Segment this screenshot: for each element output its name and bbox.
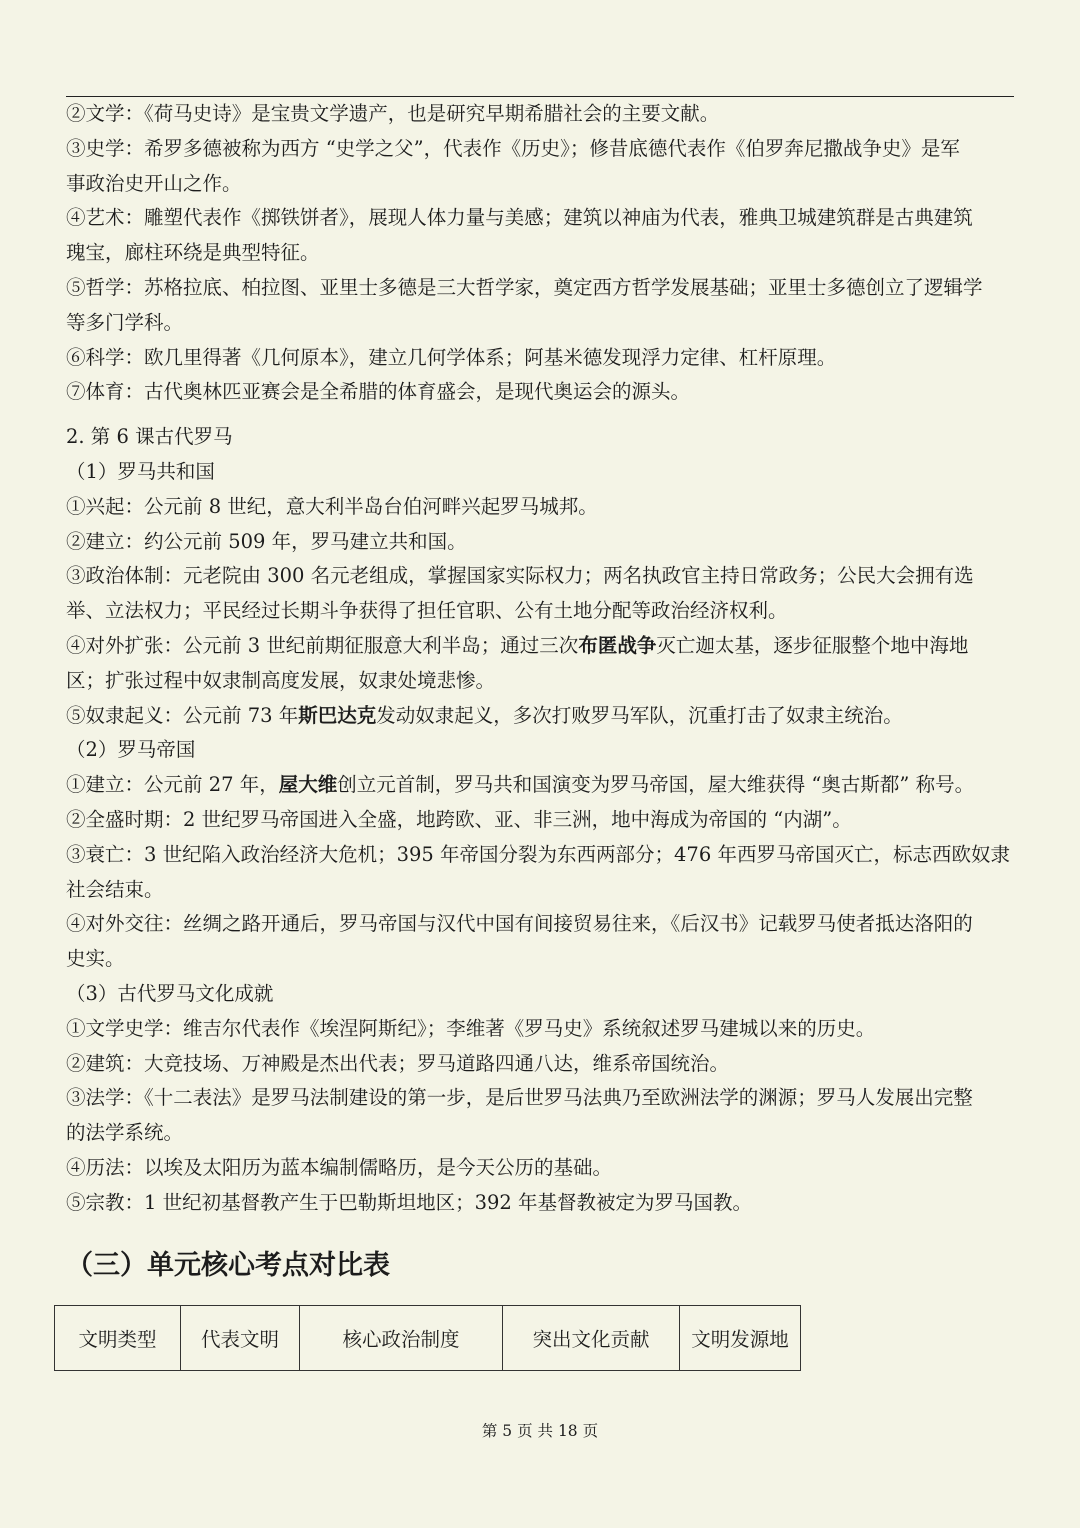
text-line: （3）古代罗马文化成就 <box>66 981 274 1005</box>
text-line: 2. 第 6 课古代罗马 <box>66 425 233 449</box>
text-line: 瑰宝，廊柱环绕是典型特征。 <box>66 241 320 265</box>
table-header-cell: 文明类型 <box>55 1306 181 1371</box>
text-line <box>66 629 1014 664</box>
text-line: ③衰亡：3 世纪陷入政治经济大危机；395 年帝国分裂为东西两部分；476 年西罗马帝国灭亡，标志西欧奴隶 <box>66 842 1010 866</box>
text-line: 的法学系统。 <box>66 1121 184 1145</box>
table-header-row <box>55 1306 801 1371</box>
keyword-highlight: 屋大维 <box>278 773 338 797</box>
text-line: ③法学：《十二表法》是罗马法制建设的第一步，是后世罗马法典乃至欧洲法学的渊源；罗马人发展出完整 <box>66 1086 973 1110</box>
text-line: ②建筑：大竞技场、万神殿是杰出代表；罗马道路四通八达，维系帝国统治。 <box>66 1051 730 1075</box>
text-line: ②建立：约公元前 509 年，罗马建立共和国。 <box>66 529 467 553</box>
text-line: ②文学：《荷马史诗》是宝贵文学遗产，也是研究早期希腊社会的主要文献。 <box>66 102 720 125</box>
table-header-cell: 突出文化贡献 <box>503 1306 680 1371</box>
text-line <box>66 699 1014 734</box>
text-line: 事政治史开山之作。 <box>66 171 242 195</box>
text-line: ⑥科学：欧几里得著《几何原本》，建立几何学体系；阿基米德发现浮力定律、杠杆原理。 <box>66 345 837 369</box>
keyword-highlight: 布匿战争 <box>578 633 657 657</box>
table-header-cell: 文明发源地 <box>680 1306 801 1371</box>
text-line: ⑤哲学：苏格拉底、柏拉图、亚里士多德是三大哲学家，奠定西方哲学发展基础；亚里士多德创立了逻辑学 <box>66 275 983 299</box>
text-segment: ①建立：公元前 27 年， <box>66 773 279 797</box>
text-line: ④艺术：雕塑代表作《掷铁饼者》，展现人体力量与美感；建筑以神庙为代表，雅典卫城建筑群是古典建筑 <box>66 206 973 230</box>
text-line: 等多门学科。 <box>66 310 184 334</box>
text-line <box>66 768 1014 803</box>
keyword-highlight: 斯巴达克 <box>298 703 377 727</box>
comparison-table <box>54 1305 801 1371</box>
paragraph-gap <box>66 410 1014 420</box>
text-line: 区；扩张过程中奴隶制高度发展，奴隶处境悲惨。 <box>66 668 496 692</box>
table-header-cell: 核心政治制度 <box>300 1306 503 1371</box>
text-segment: ⑤奴隶起义：公元前 73 年 <box>66 703 299 727</box>
text-line: ③政治体制：元老院由 300 名元老组成，掌握国家实际权力；两名执政官主持日常政务；公民大会拥有选 <box>66 564 974 588</box>
text-line: ①文学史学：维吉尔代表作《埃涅阿斯纪》；李维著《罗马史》系统叙述罗马建城以来的历史。 <box>66 1016 876 1040</box>
text-line: （2）罗马帝国 <box>66 738 196 762</box>
text-segment: 灭亡迦太基，逐步征服整个地中海地 <box>656 633 969 657</box>
text-line: ②全盛时期：2 世纪罗马帝国进入全盛，地跨欧、亚、非三洲，地中海成为帝国的 “内湖”。 <box>66 807 852 831</box>
section-title: （三）单元核心考点对比表 <box>66 1250 390 1281</box>
body-text <box>66 97 1014 1221</box>
text-line: 史实。 <box>66 947 125 971</box>
text-segment: ④对外扩张：公元前 3 世纪前期征服意大利半岛；通过三次 <box>66 633 579 657</box>
text-line: 举、立法权力；平民经过长期斗争获得了担任官职、公有土地分配等政治经济权利。 <box>66 599 788 623</box>
text-line: ①兴起：公元前 8 世纪，意大利半岛台伯河畔兴起罗马城邦。 <box>66 494 598 518</box>
text-line: （1）罗马共和国 <box>66 459 215 483</box>
text-line: ⑦体育：古代奥林匹亚赛会是全希腊的体育盛会，是现代奥运会的源头。 <box>66 380 691 404</box>
table-header-cell: 代表文明 <box>181 1306 300 1371</box>
page-footer: 第 5 页 共 18 页 <box>481 1422 599 1440</box>
text-segment: 发动奴隶起义，多次打败罗马军队，沉重打击了奴隶主统治。 <box>376 703 903 727</box>
text-line: 社会结束。 <box>66 877 164 901</box>
text-line: ④对外交往：丝绸之路开通后，罗马帝国与汉代中国有间接贸易往来，《后汉书》记载罗马使者抵达洛阳的 <box>66 912 973 936</box>
text-line: ⑤宗教：1 世纪初基督教产生于巴勒斯坦地区；392 年基督教被定为罗马国教。 <box>66 1190 753 1214</box>
text-segment: 创立元首制，罗马共和国演变为罗马帝国，屋大维获得 “奥古斯都” 称号。 <box>337 773 975 797</box>
text-line: ③史学：希罗多德被称为西方 “史学之父”，代表作《历史》；修昔底德代表作《伯罗奔尼撒战争史》是军 <box>66 136 960 160</box>
text-line: ④历法：以埃及太阳历为蓝本编制儒略历，是今天公历的基础。 <box>66 1155 613 1179</box>
